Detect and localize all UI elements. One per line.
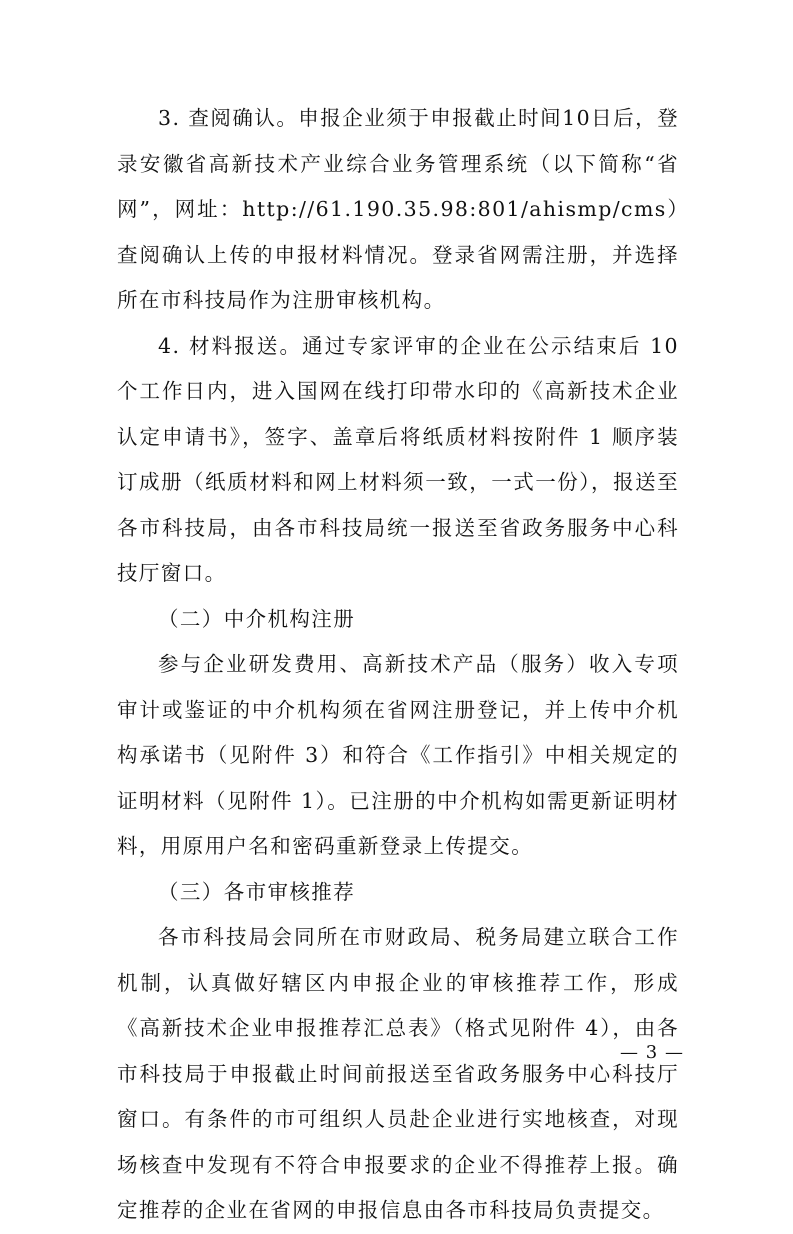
page-number: — 3 — <box>620 1042 684 1063</box>
section-heading-agency-registration: （二）中介机构注册 <box>158 606 356 631</box>
paragraph-material-submission: 4. 材料报送。通过专家评审的企业在公示结束后 10 个工作日内，进入国网在线打印带水印的《高新技术企业认定申请书》，签字、盖章后将纸质材料按附件 1 顺序装订成册（纸质材料和网上材料须一致，一式一份），报送至各市科技局，由各市科技局统一报送至省政务服务中心科技厅窗口。 <box>117 333 679 585</box>
section-heading-city-review: （三）各市审核推荐 <box>158 879 356 904</box>
paragraph-agency-registration: 参与企业研发费用、高新技术产品（服务）收入专项审计或鉴证的中介机构须在省网注册登记，并上传中介机构承诺书（见附件 3）和符合《工作指引》中相关规定的证明材料（见附件 1）。已注册的中介机构如需更新证明材料，用原用户名和密码重新登录上传提交。 <box>117 652 679 858</box>
document-body <box>117 96 679 1234</box>
paragraph-material-check: 3. 查阅确认。申报企业须于申报截止时间10日后，登录安徽省高新技术产业综合业务管理系统（以下简称“省网”，网址：http://61.190.35.98:801/ahismp/cms）查阅确认上传的申报材料情况。登录省网需注册，并选择所在市科技局作为注册审核机构。 <box>117 106 679 312</box>
paragraph-city-review: 各市科技局会同所在市财政局、税务局建立联合工作机制，认真做好辖区内申报企业的审核推荐工作，形成《高新技术企业申报推荐汇总表》（格式见附件 4），由各市科技局于申报截止时间前报送至省政务服务中心科技厅窗口。有条件的市可组织人员赴企业进行实地核查，对现场核查中发现有不符合申报要求的企业不得推荐上报。确定推荐的企业在省网的申报信息由各市科技局负责提交。 <box>117 925 679 1222</box>
